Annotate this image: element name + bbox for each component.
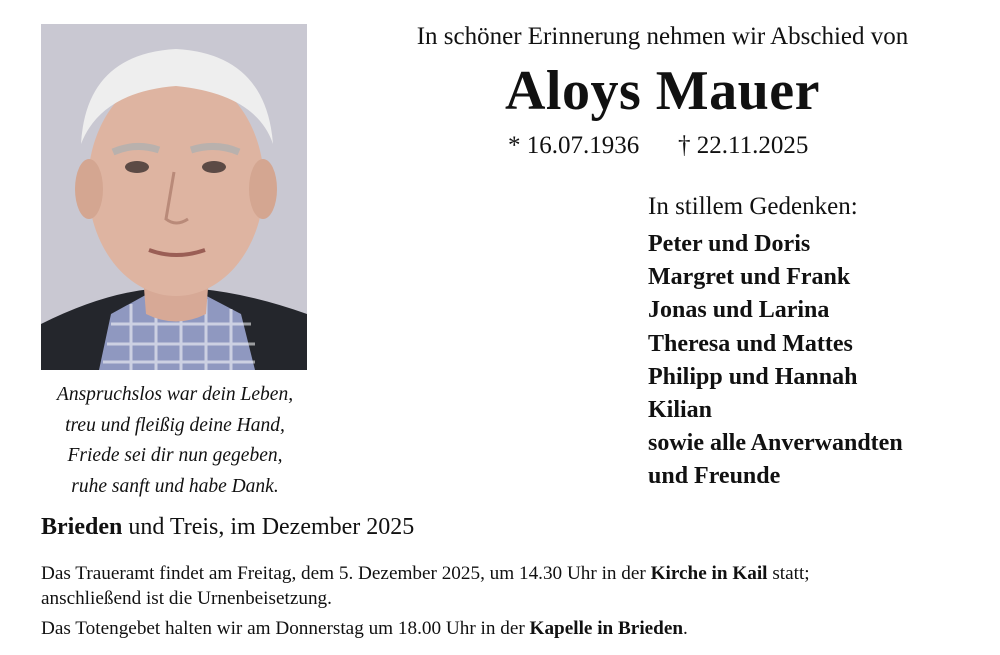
mourners-label: In stillem Gedenken: xyxy=(648,193,858,220)
poem xyxy=(20,380,330,502)
mourners-list xyxy=(648,228,903,494)
poem-line: treu und fleißig deine Hand, xyxy=(65,414,285,436)
portrait-illustration xyxy=(41,24,307,370)
notice-text: . xyxy=(683,618,688,639)
mourner-entry: Philipp und Hannah xyxy=(648,363,858,390)
place-rest: und Treis, im Dezember 2025 xyxy=(122,514,415,540)
mourner-entry: und Freunde xyxy=(648,463,781,490)
mourner-entry: sowie alle Anverwandten xyxy=(648,430,903,457)
chapel-location: Kapelle in Brieden xyxy=(529,618,684,639)
mourner-entry: Peter und Doris xyxy=(648,231,811,257)
place-name: Brieden xyxy=(41,514,123,540)
place-date-line xyxy=(41,512,414,542)
poem-line: Friede sei dir nun gegeben, xyxy=(67,445,283,466)
mourner-entry: Margret und Frank xyxy=(648,264,851,291)
mourner-entry: Jonas und Larina xyxy=(648,297,830,324)
portrait-photo xyxy=(41,24,307,370)
notice-text: Das Traueramt findet am Freitag, dem 5. Dezember 2025, um 14.30 Uhr in der xyxy=(41,563,651,584)
prayer-notice xyxy=(41,616,971,641)
mourner-entry: Theresa und Mattes xyxy=(648,330,853,357)
service-notice xyxy=(41,561,971,586)
deceased-name: Aloys Mauer xyxy=(504,60,820,122)
poem-line: ruhe sanft und habe Dank. xyxy=(71,475,279,497)
birth-date: * 16.07.1936 xyxy=(508,132,640,159)
burial-notice: anschließend ist die Urnenbeisetzung. xyxy=(41,588,332,609)
intro-text: In schöner Erinnerung nehmen wir Abschied von xyxy=(416,23,909,50)
notice-text: statt; xyxy=(767,563,810,584)
poem-line: Anspruchslos war dein Leben, xyxy=(56,384,294,405)
mourner-entry: Kilian xyxy=(648,397,713,424)
church-location: Kirche in Kail xyxy=(650,563,768,584)
death-date: † 22.11.2025 xyxy=(678,132,809,159)
notice-text: Das Totengebet halten wir am Donnerstag um 18.00 Uhr in der xyxy=(41,618,530,639)
